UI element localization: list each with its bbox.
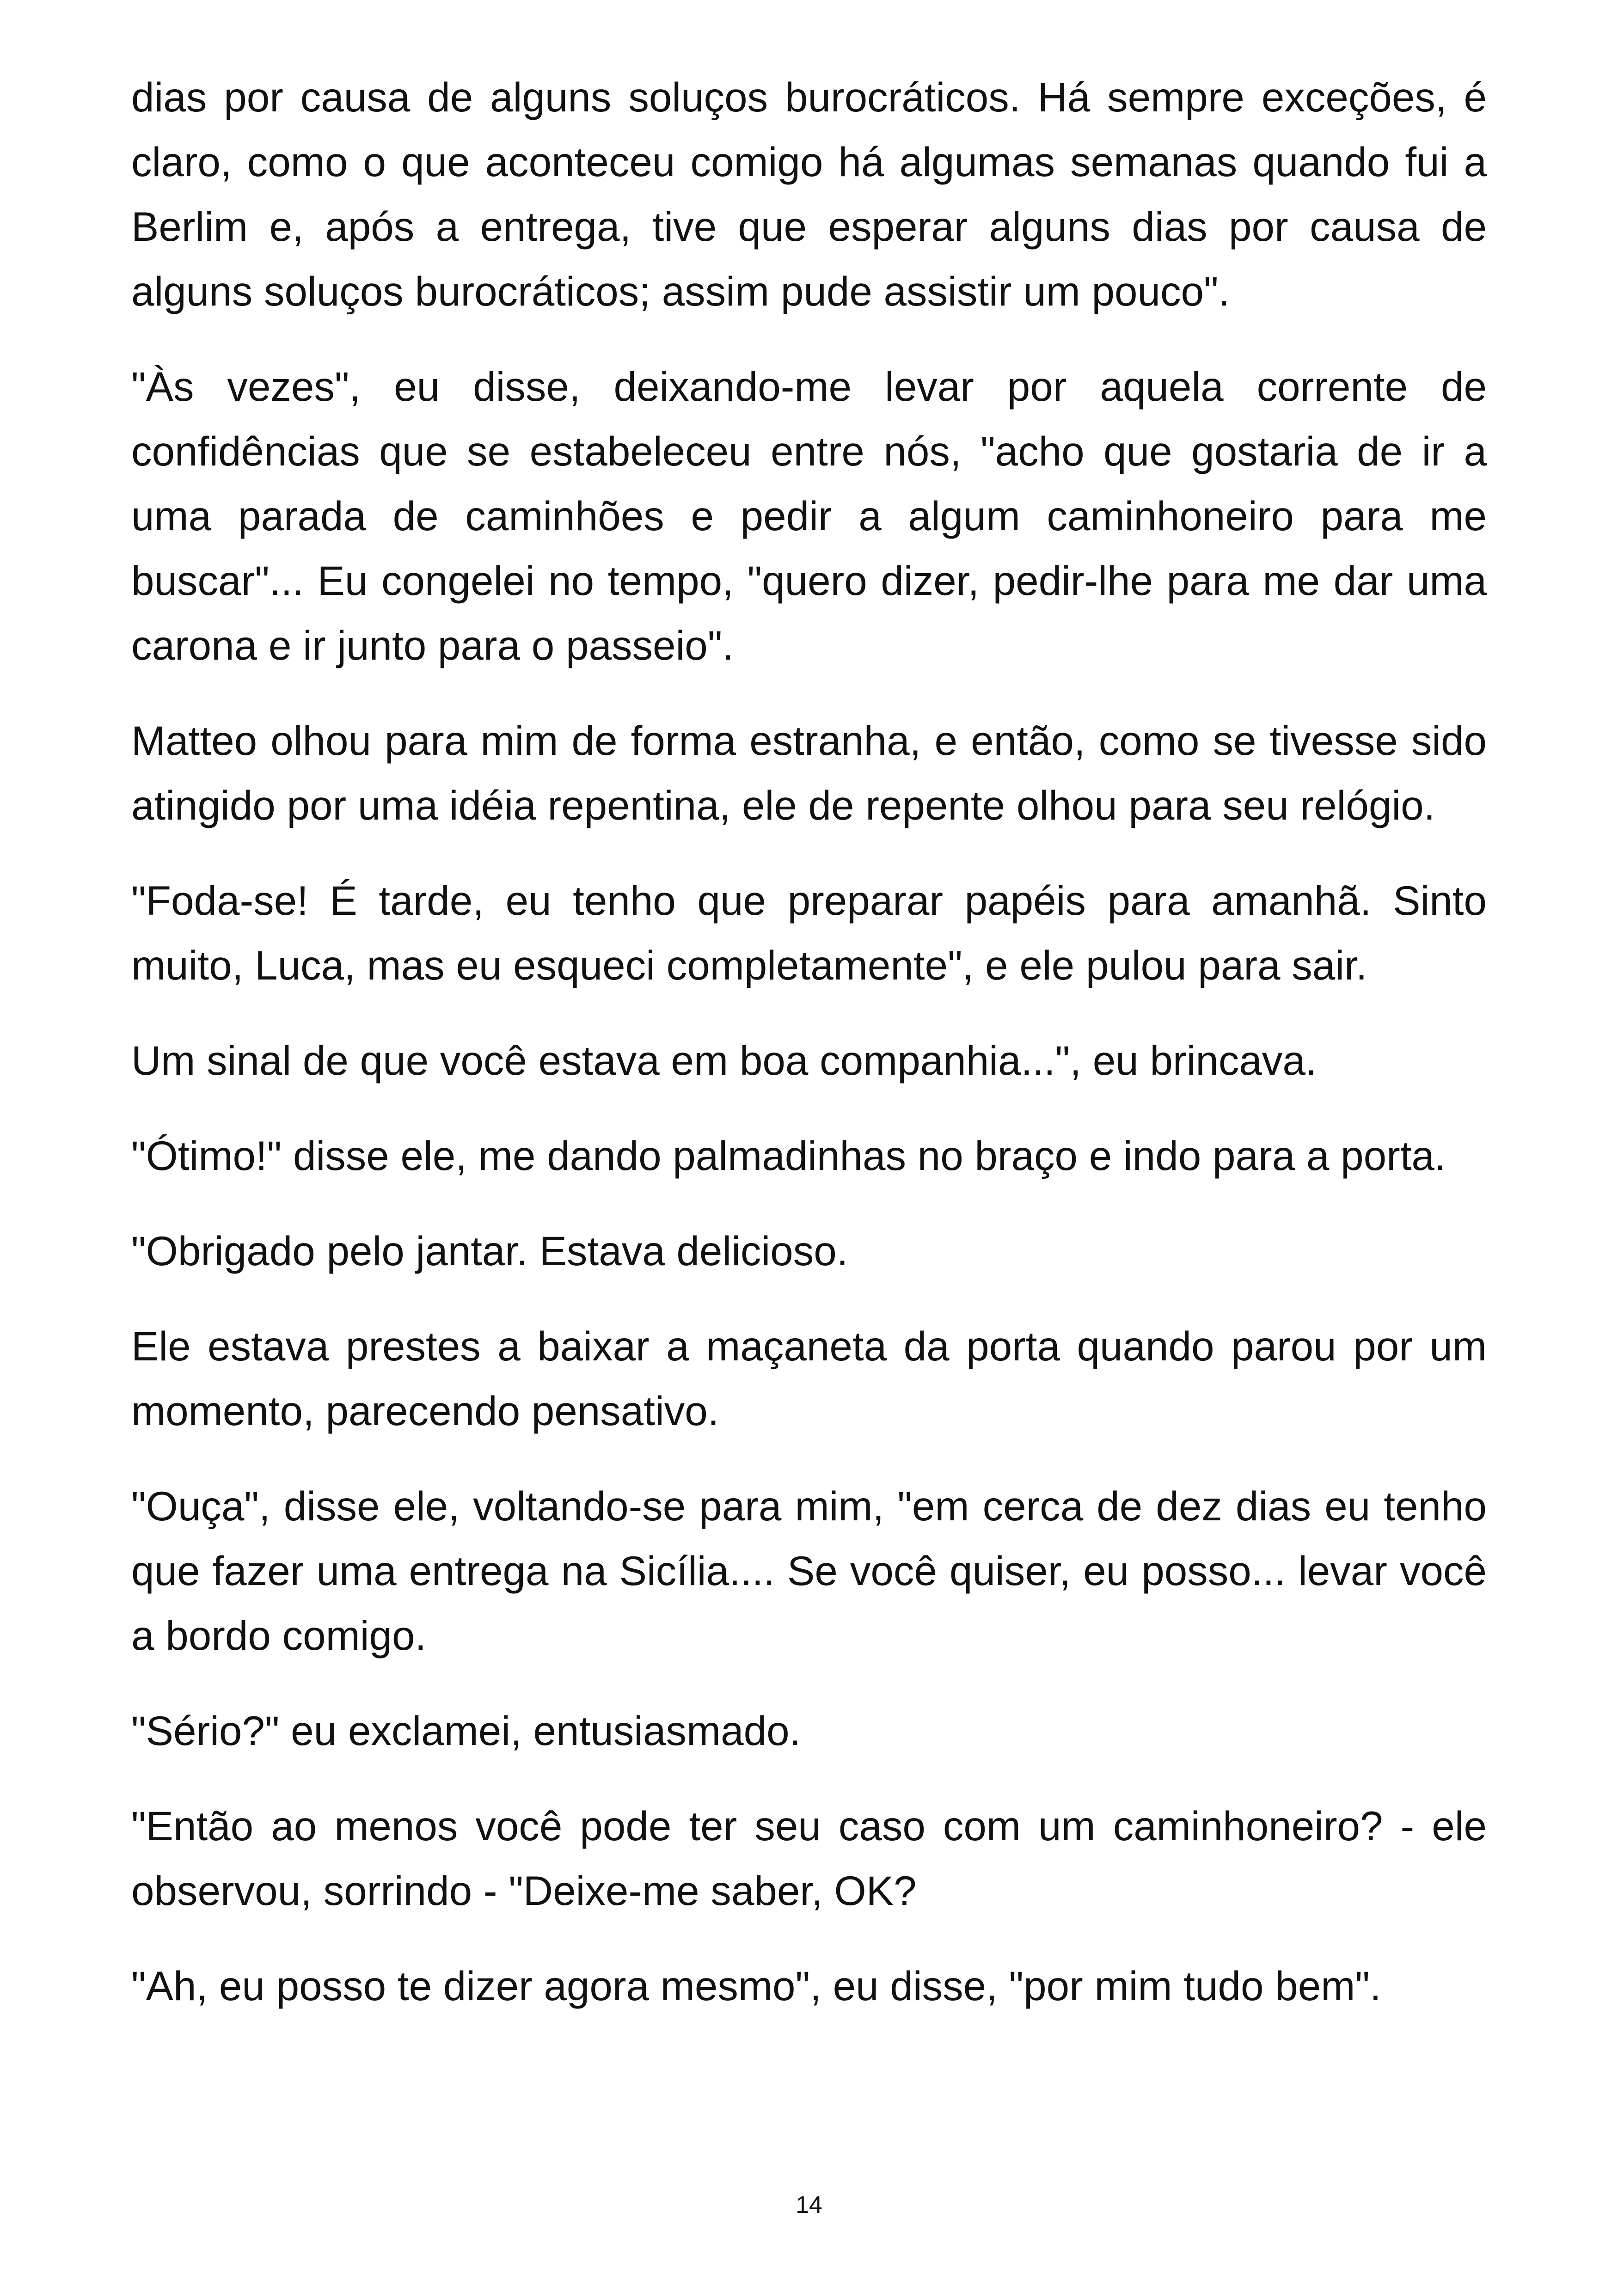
paragraph-4: "Foda-se! É tarde, eu tenho que preparar papéis para amanhã. Sinto muito, Luca, mas eu esqueci completamente", e ele pulou para sair.	[131, 877, 1487, 988]
paragraph-11: "Então ao menos você pode ter seu caso com um caminhoneiro? - ele observou, sorrindo - "Deixe-me saber, OK?	[131, 1803, 1487, 1914]
paragraph-7: "Obrigado pelo jantar. Estava delicioso.	[131, 1228, 848, 1274]
paragraph-1: dias por causa de alguns soluços burocráticos. Há sempre exceções, é claro, como o que aconteceu comigo há algumas semanas quando fui a Berlim e, após a entrega, tive que esperar alguns dias por causa de alguns soluços burocráticos; assim pude assistir um pouco".	[131, 74, 1487, 314]
paragraph-8: Ele estava prestes a baixar a maçaneta da porta quando parou por um momento, parecendo pensativo.	[131, 1323, 1487, 1434]
paragraph-5: Um sinal de que você estava em boa companhia...", eu brincava.	[131, 1037, 1317, 1084]
paragraph-10: "Sério?" eu exclamei, entusiasmado.	[131, 1708, 801, 1754]
paragraph-12: "Ah, eu posso te dizer agora mesmo", eu disse, "por mim tudo bem".	[131, 1963, 1381, 2009]
page-number: 14	[796, 2192, 822, 2218]
page-body	[131, 65, 1487, 2049]
paragraph-2: "Às vezes", eu disse, deixando-me levar por aquela corrente de confidências que se estabeleceu entre nós, "acho que gostaria de ir a uma parada de caminhões e pedir a algum caminhoneiro para me buscar"... Eu congelei no tempo, "quero dizer, pedir-lhe para me dar uma carona e ir junto para o passeio".	[131, 363, 1487, 668]
paragraph-6: "Ótimo!" disse ele, me dando palmadinhas no braço e indo para a porta.	[131, 1133, 1446, 1179]
paragraph-3: Matteo olhou para mim de forma estranha, e então, como se tivesse sido atingido por uma idéia repentina, ele de repente olhou para seu relógio.	[131, 717, 1487, 828]
paragraph-9: "Ouça", disse ele, voltando-se para mim, "em cerca de dez dias eu tenho que fazer uma entrega na Sicília.... Se você quiser, eu posso... levar você a bordo comigo.	[131, 1483, 1487, 1659]
